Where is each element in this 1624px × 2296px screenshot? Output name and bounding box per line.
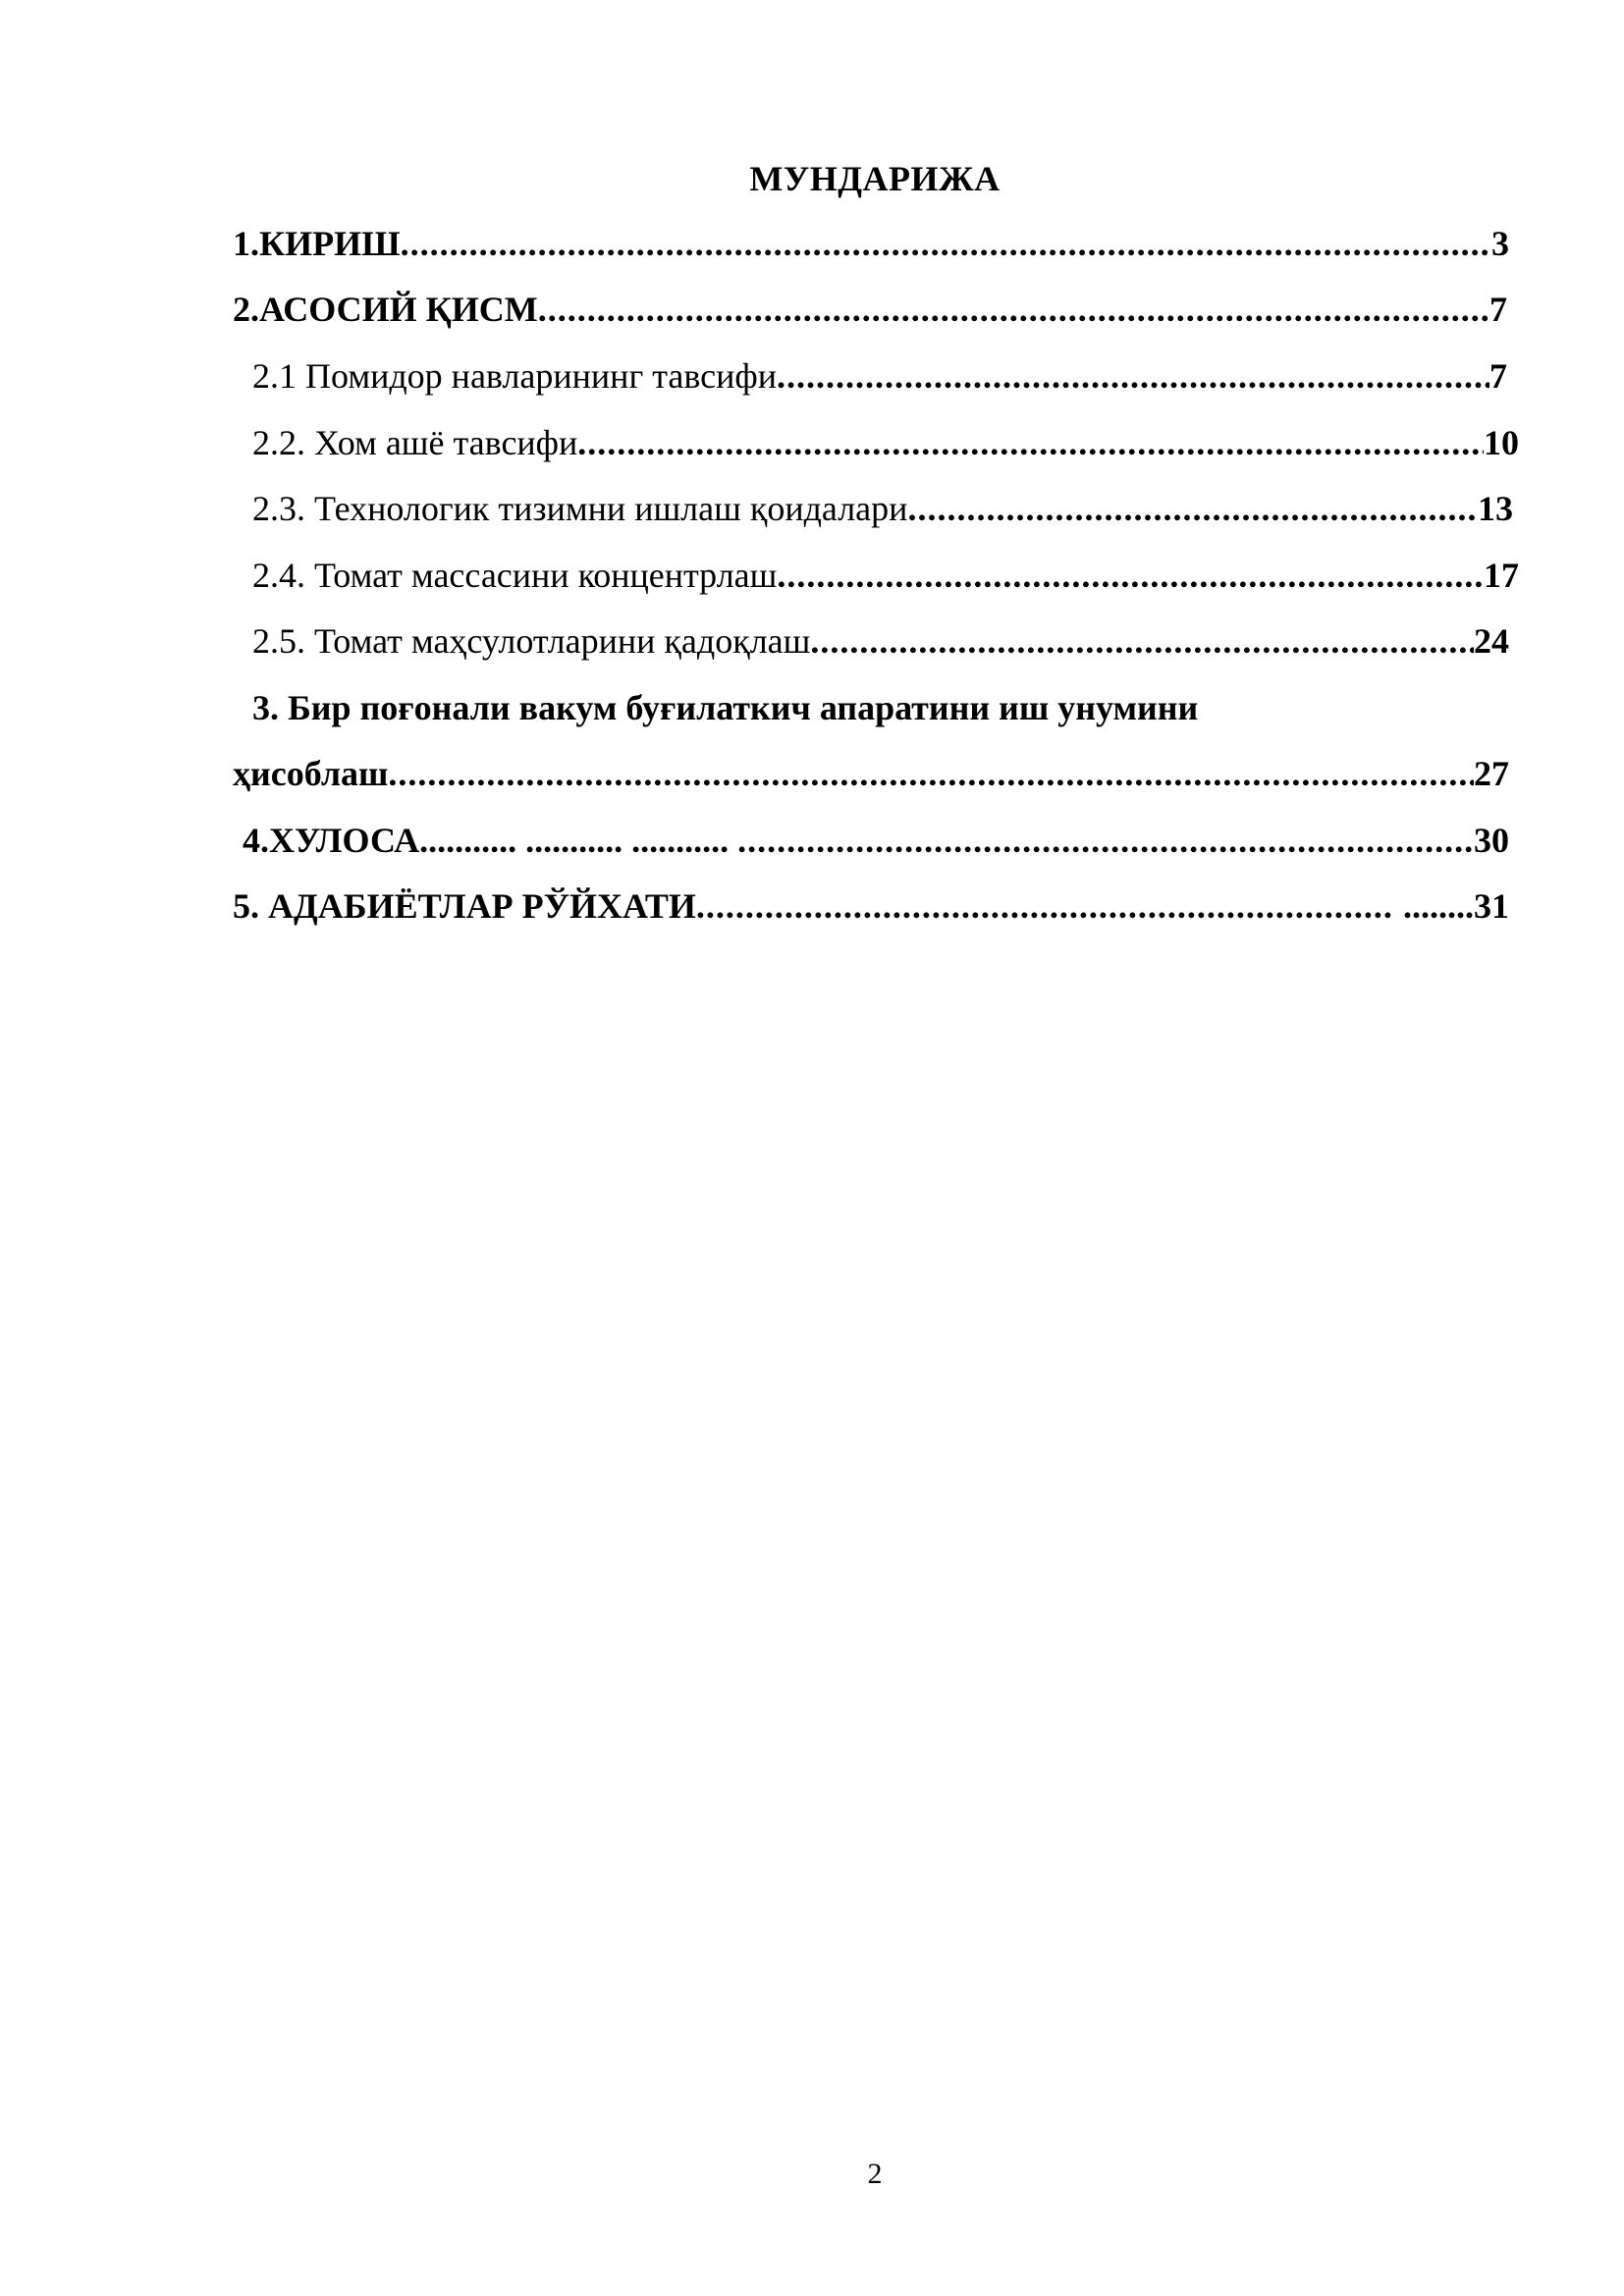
toc-leader-dots xyxy=(696,877,1394,935)
toc-leader-dots xyxy=(388,744,1474,803)
toc-entry-page: 31 xyxy=(1474,886,1509,926)
toc-entry-label: 2.3. Технологик тизимни ишлаш қоидалари xyxy=(252,489,908,528)
toc-entry-2-4[interactable] xyxy=(252,546,1519,605)
toc-entry-references[interactable] xyxy=(233,877,1509,935)
toc-entry-2-3[interactable] xyxy=(252,479,1513,538)
toc-entry-conclusion[interactable] xyxy=(243,811,1509,870)
toc-leader-dots xyxy=(401,214,1491,273)
toc-leader-dots xyxy=(737,811,1474,870)
toc-entry-2-5[interactable] xyxy=(252,612,1509,670)
toc-entry-page: 10 xyxy=(1484,423,1519,462)
toc-entry-page: 17 xyxy=(1484,556,1519,595)
toc-entry-page: 30 xyxy=(1474,821,1509,860)
toc-entry-label: 5. АДАБИЁТЛАР РЎЙХАТИ xyxy=(233,886,696,926)
toc-entry-page: 13 xyxy=(1478,489,1513,528)
toc-entry-2-1[interactable] xyxy=(252,347,1507,405)
toc-title xyxy=(0,149,1624,208)
toc-leader-dots xyxy=(777,546,1484,605)
toc-leader-dots xyxy=(810,612,1474,670)
toc-entry-main-part[interactable] xyxy=(233,280,1507,339)
toc-entry-label: 3. Бир поғонали вакум буғилаткич апаратини иш унумини xyxy=(252,688,1199,727)
toc-entry-page: 24 xyxy=(1474,621,1509,661)
toc-entry-label: 2.2. Хом ашё тавсифи xyxy=(252,423,578,462)
toc-entry-label: 2.4. Томат массасини концентрлаш xyxy=(252,556,778,595)
toc-entry-introduction[interactable] xyxy=(233,214,1509,273)
toc-entry-page: 7 xyxy=(1489,356,1507,396)
toc-entry-dots-tail: ........ xyxy=(1394,886,1474,926)
toc-entry-page: 7 xyxy=(1489,290,1507,329)
toc-entry-3-line1[interactable] xyxy=(252,678,1431,737)
toc-entry-2-2[interactable] xyxy=(252,413,1519,472)
toc-leader-dots xyxy=(777,347,1489,405)
toc-entry-label: 2.1 Помидор навларининг тавсифи xyxy=(252,356,777,396)
toc-entry-label-cont: ҳисоблаш xyxy=(233,754,389,793)
toc-title-text: МУНДАРИЖА xyxy=(749,159,1001,198)
toc-entry-label: 4.ХУЛОСА........... ........... ........... xyxy=(243,821,738,860)
toc-entry-page: 27 xyxy=(1474,754,1509,793)
toc-entry-label: 2.5. Томат маҳсулотларини қадоқлаш xyxy=(252,621,811,661)
toc-entry-label: 2.АСОСИЙ ҚИСМ xyxy=(233,290,538,329)
toc-entry-label: 1.КИРИШ xyxy=(233,224,401,263)
toc-leader-dots xyxy=(577,413,1484,472)
page-number: 2 xyxy=(867,2158,883,2190)
toc-leader-dots xyxy=(538,280,1489,339)
toc-entry-page: 3 xyxy=(1491,224,1509,263)
toc-entry-3-line2[interactable] xyxy=(233,744,1509,803)
toc-leader-dots xyxy=(907,479,1478,538)
